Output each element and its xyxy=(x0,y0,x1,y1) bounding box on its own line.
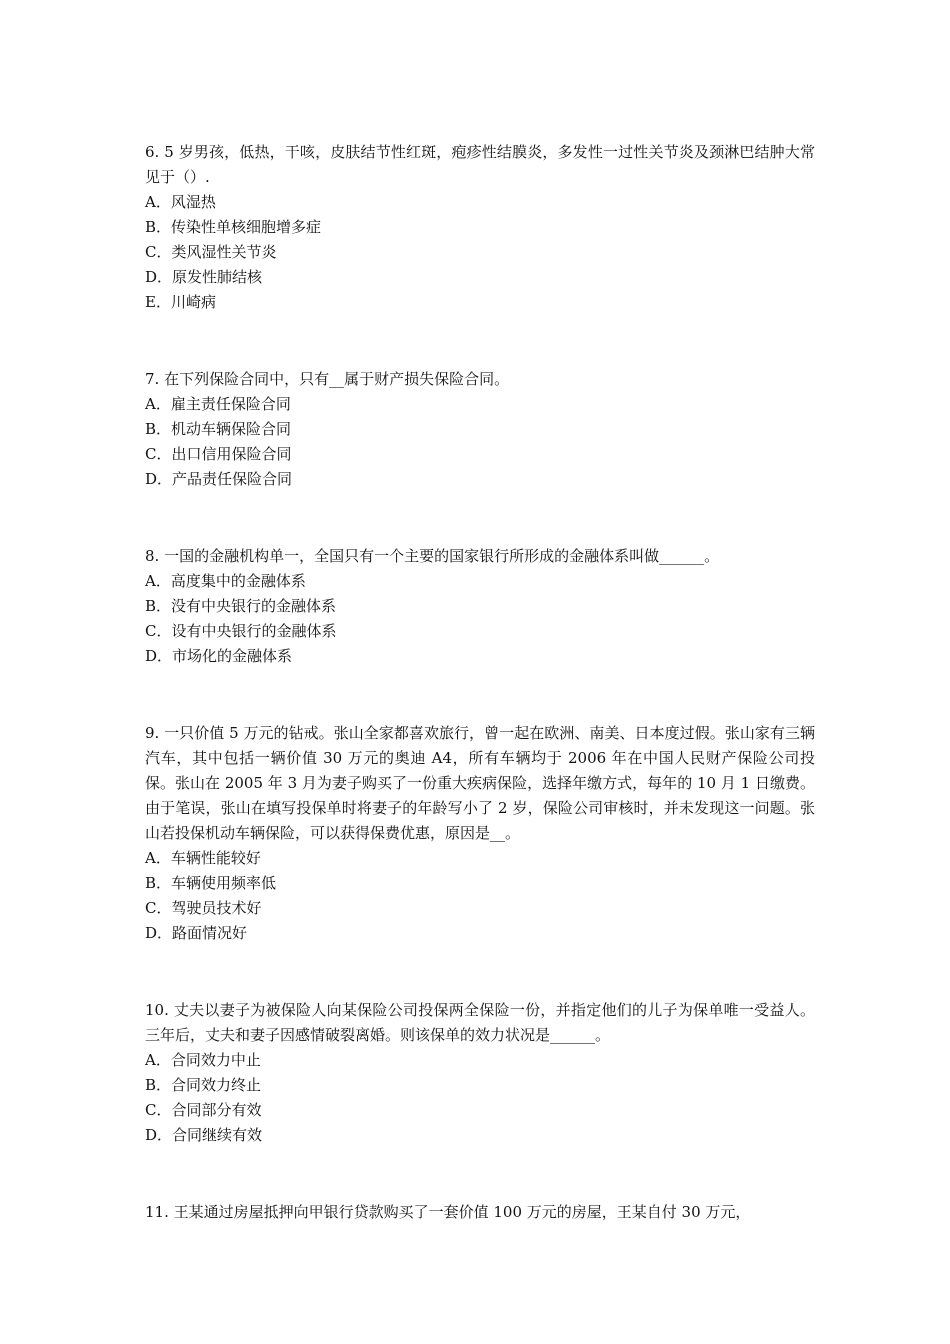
option-list xyxy=(145,1048,815,1148)
question-6 xyxy=(145,140,815,315)
option-list xyxy=(145,846,815,946)
option-c: C．类风湿性关节炎 xyxy=(145,243,277,261)
option-b: B．传染性单核细胞增多症 xyxy=(145,218,322,236)
option-e: E．川崎病 xyxy=(145,293,216,311)
question-10 xyxy=(145,998,815,1148)
option-a: A．合同效力中止 xyxy=(145,1051,261,1069)
option-b: B．机动车辆保险合同 xyxy=(145,420,292,438)
option-a: A．高度集中的金融体系 xyxy=(145,572,306,590)
option-b: B．车辆使用频率低 xyxy=(145,874,277,892)
question-stem: 9. 一只价值 5 万元的钻戒。张山全家都喜欢旅行，曾一起在欧洲、南美、日本度过假。张山家有三辆汽车，其中包括一辆价值 30 万元的奥迪 A4，所有车辆均于 2006 年在中国人民财产保险公司投保。张山在 2005 年 3 月为妻子购买了一份重大疾病保险，选择年缴方式，每年的 10 月 1 日缴费。由于笔误，张山在填写投保单时将妻子的年龄写小了 2 岁，保险公司审核时，并未发现这一问题。张山若投保机动车辆保险，可以获得保费优惠，原因是__。 xyxy=(145,724,815,842)
option-d: D．合同继续有效 xyxy=(145,1126,263,1144)
option-list xyxy=(145,392,815,492)
option-list xyxy=(145,190,815,315)
option-b: B．没有中央银行的金融体系 xyxy=(145,597,337,615)
option-c: C．设有中央银行的金融体系 xyxy=(145,622,337,640)
question-7 xyxy=(145,367,815,492)
question-9 xyxy=(145,721,815,946)
option-d: D．路面情况好 xyxy=(145,924,248,942)
option-list xyxy=(145,569,815,669)
question-list xyxy=(145,140,815,1277)
option-c: C．驾驶员技术好 xyxy=(145,899,262,917)
question-stem: 7. 在下列保险合同中，只有__属于财产损失保险合同。 xyxy=(145,370,510,388)
question-8 xyxy=(145,544,815,669)
question-11 xyxy=(145,1200,815,1225)
question-stem: 8. 一国的金融机构单一，全国只有一个主要的国家银行所形成的金融体系叫做______。 xyxy=(145,547,720,565)
option-d: D．市场化的金融体系 xyxy=(145,647,293,665)
option-c: C．出口信用保险合同 xyxy=(145,445,292,463)
option-d: D．产品责任保险合同 xyxy=(145,470,293,488)
option-a: A．雇主责任保险合同 xyxy=(145,395,291,413)
option-d: D．原发性肺结核 xyxy=(145,268,263,286)
question-stem: 11. 王某通过房屋抵押向甲银行贷款购买了一套价值 100 万元的房屋，王某自付 30 万元， xyxy=(145,1203,751,1221)
option-a: A．车辆性能较好 xyxy=(145,849,261,867)
option-b: B．合同效力终止 xyxy=(145,1076,262,1094)
option-a: A．风湿热 xyxy=(145,193,216,211)
option-c: C．合同部分有效 xyxy=(145,1101,262,1119)
question-stem: 10. 丈夫以妻子为被保险人向某保险公司投保两全保险一份，并指定他们的儿子为保单唯一受益人。三年后，丈夫和妻子因感情破裂离婚。则该保单的效力状况是______。 xyxy=(145,1001,815,1044)
question-stem: 6. 5 岁男孩，低热，干咳，皮肤结节性红斑，疱疹性结膜炎，多发性一过性关节炎及颈淋巴结肿大常见于（）. xyxy=(145,143,815,186)
